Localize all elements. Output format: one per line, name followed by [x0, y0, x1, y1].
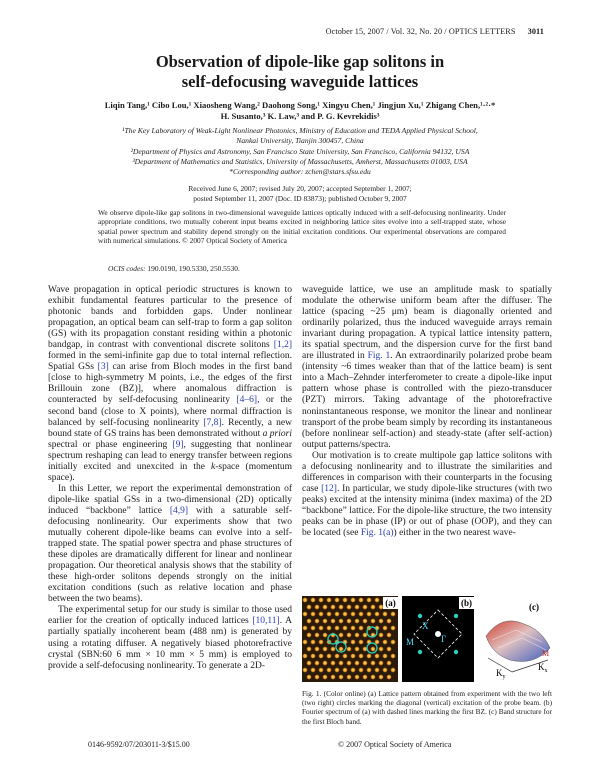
lattice-spot [362, 604, 367, 609]
affiliation-1a: ¹The Key Laboratory of Weak-Light Nonlinear Photonics, Ministry of Education and TEDA Applied Physical School, [122, 126, 478, 135]
lattice-spot [354, 646, 359, 651]
lattice-spot [382, 653, 387, 658]
spectrum-peak [418, 614, 422, 618]
lattice-spot [342, 667, 347, 672]
panel-a-label: (a) [385, 598, 396, 608]
lattice-spot [342, 653, 347, 658]
citation-link[interactable]: [9] [172, 439, 184, 450]
lattice-spot [326, 597, 331, 602]
citation-link[interactable]: [4–6] [236, 395, 258, 406]
lattice-spot [310, 597, 315, 602]
left-column [48, 285, 292, 672]
paragraph-intro: Wave propagation in optical periodic structures is known to exhibit fundamental features particular to the presence of photonic bands and forbidden gaps. Under nonlinear propagation, an optical beam can self-trap to form a gap soliton (GS) with its propagation constant residing within a photonic bandgap, in contrast with conventional discrete solitons [1,2] formed in the semi-infinite gap due to total internal reflection. Spatial GSs [3] can arise from Bloch modes in the first band [close to high-symmetry M points, i.e., the edges of the first Brillouin zone (BZ)], where anomalous diffraction is counteracted by self-defocusing nonlinearity [4–6], or the second band (close to X points), where normal diffraction is balanced by self-focusing nonlinearity [7,8]. Recently, a new bound state of GS trains has been demonstrated without a priori spectral or phase engineering [9], suggesting that nonlinear spectrum reshaping can lead to energy transfer between regions initially excited and unexcited in the k-space (momentum space). [48, 285, 292, 483]
lattice-spot [326, 611, 331, 616]
label-ky: $K_y$ [496, 668, 506, 680]
received-line-1: Received June 6, 2007; revised July 20, 2007; accepted September 1, 2007; [188, 184, 412, 193]
lattice-spot [350, 625, 355, 630]
lattice-spot [374, 667, 379, 672]
lattice-spot [302, 653, 307, 658]
lattice-spot [338, 646, 343, 651]
right-column [302, 285, 552, 539]
panel-b-label: (b) [461, 598, 472, 608]
lattice-spot [386, 660, 391, 665]
lattice-spot [302, 611, 307, 616]
lattice-spot [334, 625, 339, 630]
paragraph-motivation: Our motivation is to create multipole gap lattice solitons with a defocusing nonlinearity and to illustrate the similarities and differences in comparison with their counterparts in the focusing case [12]. In particular, we study dipole-like structures (with two peaks) excited at the intensity minima (index maxima) of the 2D “backbone” lattice. For the dipole-like structure, the two intensity peaks can be in phase (IP) or out of phase (OOP), and they can be located (see Fig. 1(a)) either in the two nearest wave- [302, 450, 552, 539]
lattice-spot [338, 632, 343, 637]
lattice-spot [350, 639, 355, 644]
lattice-spot [302, 639, 307, 644]
panel-a-lattice-image [302, 596, 398, 682]
lattice-spot [318, 597, 323, 602]
lattice-spot [386, 646, 391, 651]
lattice-spot [378, 660, 383, 665]
citation-link[interactable]: [1,2] [273, 340, 292, 351]
lattice-spot [330, 604, 335, 609]
lattice-spot [390, 639, 395, 644]
lattice-spot [366, 597, 371, 602]
label-m-point: M [406, 637, 415, 647]
spectrum-peak [454, 614, 458, 618]
citation-link[interactable]: [3] [97, 362, 109, 373]
lattice-spot [382, 667, 387, 672]
title-line-1: Observation of dipole-like gap solitons in [155, 52, 445, 71]
lattice-spot [366, 667, 371, 672]
lattice-spot [334, 653, 339, 658]
affiliation-2: ²Department of Physics and Astronomy, San Francisco State University, San Francisco, California 94132, USA [130, 146, 470, 156]
citation-link[interactable]: [7,8] [203, 417, 222, 428]
lattice-spot [386, 618, 391, 623]
lattice-spot [378, 632, 383, 637]
lattice-spot [346, 604, 351, 609]
lattice-spot [322, 646, 327, 651]
lattice-spot [346, 646, 351, 651]
lattice-spot [338, 604, 343, 609]
lattice-spot [382, 625, 387, 630]
spectrum-peak [454, 650, 458, 654]
lattice-spot [322, 660, 327, 665]
affiliations [0, 126, 600, 177]
panel-c-band-structure [478, 596, 554, 682]
lattice-spot [374, 597, 379, 602]
lattice-spot [306, 632, 311, 637]
lattice-spot [338, 674, 343, 679]
lattice-spot [314, 604, 319, 609]
received-dates [0, 184, 600, 203]
lattice-spot [330, 646, 335, 651]
caption-label: Fig. 1. [302, 689, 322, 698]
ocis-codes [108, 264, 240, 273]
paragraph-setup: The experimental setup for our study is similar to those used earlier for the creation of optically induced lattices [10,11]. A partially spatially incoherent beam (488 nm) is generated by using a rotating diffuser. A negatively biased photorefractive crystal (SBN:60 6 mm × 10 mm × 5 mm) is employed to provide a self-defocusing nonlinearity. To generate a 2D- [48, 605, 292, 671]
lattice-spot [318, 611, 323, 616]
lattice-spot [334, 667, 339, 672]
corresponding-author: *Corresponding author: zchen@stars.sfsu.edu [229, 167, 371, 177]
lattice-spot [346, 618, 351, 623]
label-m-point-band: M [542, 649, 550, 658]
citation-link[interactable]: [12] [321, 483, 337, 494]
lattice-spot [366, 611, 371, 616]
lattice-spot [374, 653, 379, 658]
lattice-spot [354, 618, 359, 623]
lattice-spot [314, 632, 319, 637]
lattice-spot [330, 618, 335, 623]
lattice-spot [358, 639, 363, 644]
lattice-spot [354, 674, 359, 679]
received-line-2: posted September 11, 2007 (Doc. ID 83873); published October 9, 2007 [193, 193, 407, 203]
citation-link[interactable]: [4,9] [169, 505, 189, 516]
lattice-spot [358, 667, 363, 672]
lattice-spot [318, 667, 323, 672]
lattice-spot [302, 597, 307, 602]
lattice-spot [326, 625, 331, 630]
title-line-2: self-defocusing waveguide lattices [181, 72, 419, 91]
page-number: 3011 [527, 27, 544, 36]
lattice-spot [370, 618, 375, 623]
lattice-spot [318, 625, 323, 630]
lattice-spot [318, 653, 323, 658]
lattice-spot [310, 667, 315, 672]
ocis-label: OCIS codes: [108, 264, 146, 273]
lattice-spot [386, 674, 391, 679]
figure-1-graphic [302, 596, 554, 682]
lattice-spot [382, 639, 387, 644]
lattice-spot [306, 674, 311, 679]
lattice-spot [358, 653, 363, 658]
lattice-spot [346, 660, 351, 665]
lattice-spot [390, 625, 395, 630]
lattice-spot [378, 674, 383, 679]
affiliation-1b: Nankai University, Tianjin 300457, China [236, 136, 364, 146]
lattice-spot [386, 632, 391, 637]
lattice-spot [314, 660, 319, 665]
lattice-spot [350, 597, 355, 602]
label-gamma-point: Γ [441, 634, 447, 644]
lattice-spot [314, 618, 319, 623]
caption-text: (Color online) (a) Lattice pattern obtained from experiment with the two left (two right) circles marking the diagonal (vertical) excitation of the probe beam. (b) Fourier spectrum of (a) with dashed lines marking the first BZ. (c) Band structure for the first Bloch band. [302, 689, 552, 726]
lattice-spot [366, 653, 371, 658]
authors-line-1: Liqin Tang,¹ Cibo Lou,¹ Xiaosheng Wang,² Daohong Song,¹ Xingyu Chen,¹ Jingjun Xu,¹ Zhigang Chen,¹·²·* [104, 100, 496, 110]
lattice-spot [358, 611, 363, 616]
lattice-spot [354, 632, 359, 637]
lattice-spot [342, 625, 347, 630]
lattice-spot [358, 597, 363, 602]
running-header [326, 27, 544, 36]
lattice-spot [390, 653, 395, 658]
lattice-spot [358, 625, 363, 630]
lattice-spot [346, 674, 351, 679]
paper-title [0, 52, 600, 92]
journal-info: October 15, 2007 / Vol. 32, No. 20 / OPTICS LETTERS [325, 27, 516, 36]
lattice-spot [306, 646, 311, 651]
abstract: We observe dipole-like gap solitons in two-dimensional waveguide lattices optically induced with a self-defocusing nonlinearity. Under appropriate conditions, two mutually coherent input beams excited in neighboring lattice sites evolve into a self-trapped state, whose spatial power spectrum and stability depend strongly on the initial excitation conditions. Our experimental observations are compared with numerical simulations. © 2007 Optical Society of America [98, 208, 506, 246]
lattice-spot [322, 604, 327, 609]
lattice-spot [334, 611, 339, 616]
lattice-spot [362, 618, 367, 623]
affiliation-3: ³Department of Mathematics and Statistics, University of Massachusetts, Amherst, Massachusetts 01003, USA [132, 156, 468, 166]
panel-c-label: (c) [529, 602, 539, 612]
authors-line-2: H. Susanto,³ K. Law,³ and P. G. Kevrekidis³ [220, 111, 380, 121]
lattice-spot [346, 632, 351, 637]
lattice-spot [318, 639, 323, 644]
lattice-spot [306, 618, 311, 623]
label-x-point: X [422, 621, 429, 631]
lattice-spot [322, 618, 327, 623]
lattice-spot [314, 646, 319, 651]
lattice-spot [334, 597, 339, 602]
lattice-spot [362, 674, 367, 679]
lattice-spot [374, 611, 379, 616]
lattice-spot [326, 667, 331, 672]
lattice-spot [370, 604, 375, 609]
ocis-values: 190.0190, 190.5330, 250.5530. [147, 264, 240, 273]
lattice-spot [370, 674, 375, 679]
lattice-spot [306, 604, 311, 609]
lattice-spot [330, 660, 335, 665]
lattice-spot [378, 604, 383, 609]
lattice-spot [350, 653, 355, 658]
lattice-spot [350, 611, 355, 616]
lattice-spot [338, 660, 343, 665]
lattice-spot [378, 646, 383, 651]
lattice-spot [310, 653, 315, 658]
panel-b-fourier-spectrum [402, 596, 474, 682]
paragraph-lattice: waveguide lattice, we use an amplitude mask to spatially modulate the otherwise uniform beam after the diffuser. The lattice (spacing ~25 μm) beam is diagonally oriented and ordinarily polarized, thus the induced waveguide arrays remain invariant during propagation. A typical lattice intensity pattern, its spatial spectrum, and the dispersion curve for the first band are illustrated in Fig. 1. An extraordinarily polarized probe beam (intensity ~6 times weaker than that of the lattice beam) is sent into a Mach–Zehnder interferometer to create a dipole-like input pattern whose phase is controlled with the piezo-transducer (PZT) mirrors. Taking advantage of the photorefractive noninstantaneous response, we monitor the linear and nonlinear transport of the probe beam simply by recording its instantaneous (before nonlinear self-action) and steady-state (after self-action) output patterns/spectra. [302, 285, 552, 450]
footer-code: 0146-9592/07/203011-3/$15.00 [88, 740, 190, 749]
lattice-spot [370, 660, 375, 665]
lattice-spot [302, 625, 307, 630]
lattice-spot [378, 618, 383, 623]
lattice-spot [382, 611, 387, 616]
lattice-spot [390, 611, 395, 616]
lattice-spot [342, 611, 347, 616]
author-list [0, 100, 600, 122]
citation-link[interactable]: [10,11] [252, 616, 280, 627]
lattice-spot [310, 625, 315, 630]
lattice-spot [338, 618, 343, 623]
lattice-spot [306, 660, 311, 665]
lattice-spot [350, 667, 355, 672]
lattice-spot [302, 667, 307, 672]
label-kx: $K_x$ [538, 662, 548, 674]
lattice-spot [322, 632, 327, 637]
lattice-spot [342, 597, 347, 602]
lattice-spot [330, 674, 335, 679]
lattice-spot [310, 611, 315, 616]
figure-1 [302, 596, 554, 682]
paragraph-letter: In this Letter, we report the experimental demonstration of dipole-like spatial GSs in a two-dimensional (2D) optically induced “backbone” lattice [4,9] with a saturable self-defocusing nonlinearity. Our experiments show that two mutually coherent dipole-like beams can evolve into a self-trapped state. The spatial power spectra and phase structures of these dipoles are dramatically different for linear and nonlinear propagation. Our theoretical analysis shows that the stability of these high-order solitons depends strongly on the initial excitation conditions (such as relative location and phase between the two beams). [48, 483, 292, 605]
figure-link[interactable]: Fig. 1(a) [360, 528, 394, 539]
lattice-spot [354, 604, 359, 609]
lattice-spot [362, 660, 367, 665]
lattice-spot [310, 639, 315, 644]
lattice-spot [390, 667, 395, 672]
lattice-spot [370, 646, 375, 651]
figure-caption [302, 689, 552, 726]
lattice-spot [322, 674, 327, 679]
lattice-spot [326, 653, 331, 658]
figure-link[interactable]: Fig. 1 [367, 351, 391, 362]
lattice-spot [314, 674, 319, 679]
footer-copyright: © 2007 Optical Society of America [338, 740, 452, 749]
spectrum-peak [418, 650, 422, 654]
lattice-spot [354, 660, 359, 665]
